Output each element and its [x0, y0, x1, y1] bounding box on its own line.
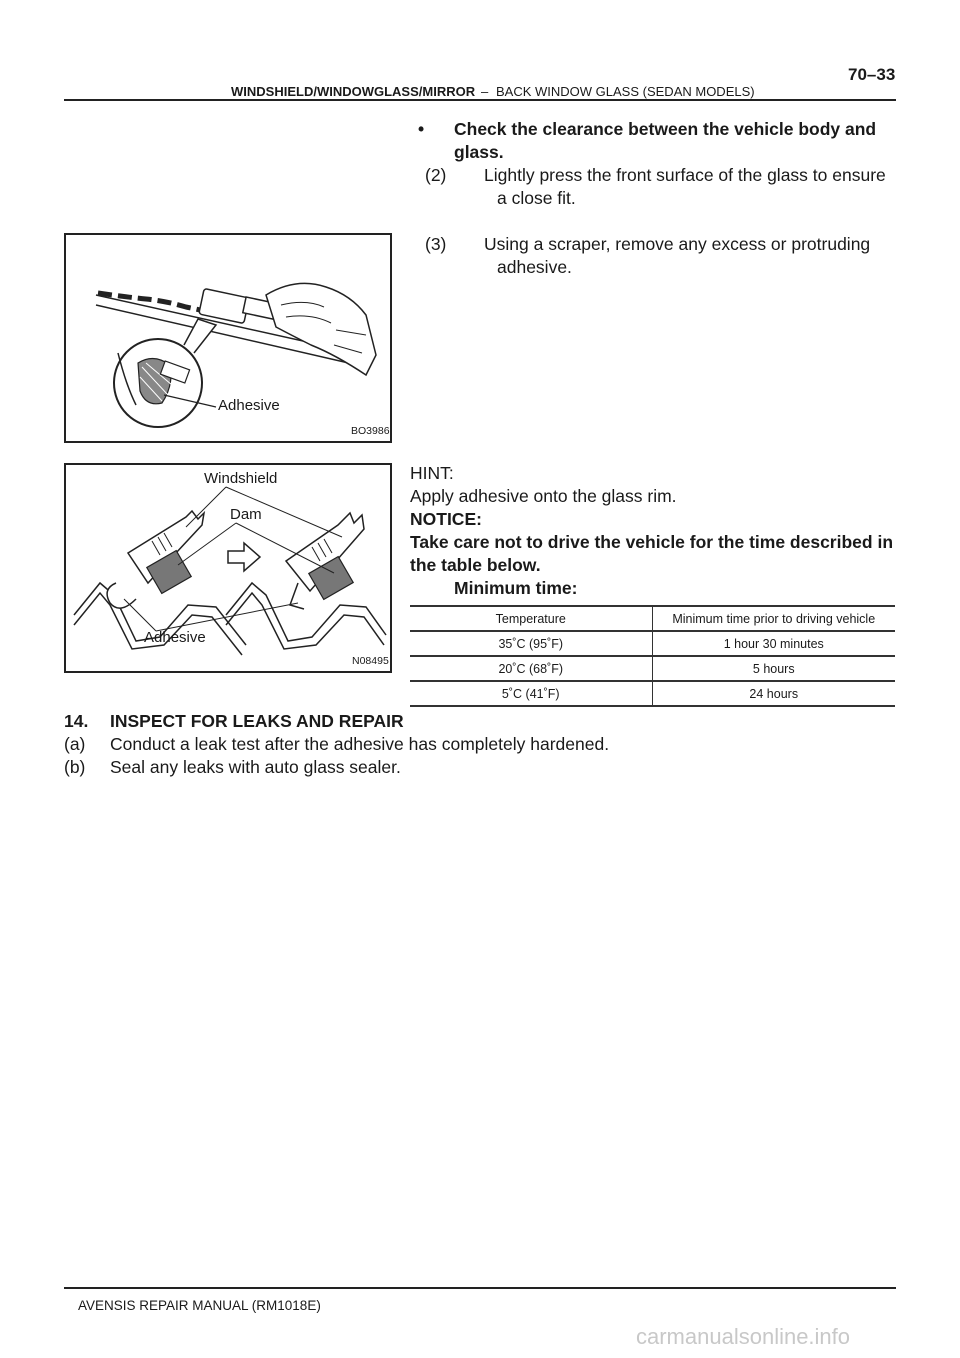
- hint-text: Apply adhesive onto the glass rim.: [410, 486, 677, 506]
- table-cell-time: 5 hours: [652, 656, 895, 681]
- watermark: carmanualsonline.info: [636, 1324, 851, 1349]
- table-row: [410, 631, 895, 656]
- bullet: •: [418, 119, 425, 139]
- figure2-label-windshield: Windshield: [204, 470, 278, 487]
- section-title: WINDSHIELD/WINDOWGLASS/MIRROR: [231, 84, 476, 99]
- minimum-time-table: [410, 605, 895, 707]
- figure-windshield-dam: [64, 463, 392, 673]
- table-title: Minimum time:: [454, 578, 578, 598]
- hint-heading: HINT:: [410, 463, 454, 483]
- notice-line1: Take care not to drive the vehicle for the time described in: [410, 532, 894, 552]
- step-14-title: INSPECT FOR LEAKS AND REPAIR: [110, 711, 404, 731]
- table-cell-time: 24 hours: [652, 681, 895, 706]
- table-header-temperature: Temperature: [410, 606, 652, 631]
- step-2-line2: a close fit.: [497, 188, 576, 208]
- table-cell-temperature: 20˚C (68˚F): [410, 656, 652, 681]
- figure-scraper: [64, 233, 392, 443]
- figure1-code: BO3986: [351, 425, 390, 437]
- subsection-title: BACK WINDOW GLASS (SEDAN MODELS): [496, 84, 755, 99]
- figure2-code: N08495: [352, 655, 389, 667]
- step-14a-number: (a): [64, 734, 86, 754]
- footer-manual: AVENSIS REPAIR MANUAL (RM1018E): [78, 1298, 321, 1313]
- page-number: 70–33: [848, 65, 896, 84]
- table-cell-temperature: 35˚C (95˚F): [410, 631, 652, 656]
- check-clearance-line2: glass.: [454, 142, 504, 162]
- step-3-line1: Using a scraper, remove any excess or protruding: [484, 234, 871, 254]
- notice-heading: NOTICE:: [410, 509, 482, 529]
- step-2-number: (2): [425, 165, 447, 185]
- dam-illustration: [66, 465, 390, 671]
- notice-line2: the table below.: [410, 555, 541, 575]
- step-14-number: 14.: [64, 711, 89, 731]
- check-clearance-line1: Check the clearance between the vehicle body and: [454, 119, 877, 139]
- table-cell-temperature: 5˚C (41˚F): [410, 681, 652, 706]
- figure1-label-adhesive: Adhesive: [218, 397, 280, 414]
- table-row: [410, 656, 895, 681]
- figure2-label-dam: Dam: [230, 506, 262, 523]
- step-3-line2: adhesive.: [497, 257, 572, 277]
- header-rule: [64, 99, 896, 101]
- step-14b-text: Seal any leaks with auto glass sealer.: [110, 757, 401, 777]
- figure2-label-adhesive: Adhesive: [144, 629, 206, 646]
- table-row: [410, 681, 895, 706]
- table-header-row: [410, 606, 895, 631]
- step-3-number: (3): [425, 234, 447, 254]
- step-14b-number: (b): [64, 757, 86, 777]
- table-header-min-time: Minimum time prior to driving vehicle: [652, 606, 895, 631]
- step-2-line1: Lightly press the front surface of the glass to ensure: [484, 165, 886, 185]
- step-14a-text: Conduct a leak test after the adhesive has completely hardened.: [110, 734, 610, 754]
- table-cell-time: 1 hour 30 minutes: [652, 631, 895, 656]
- header-dash: –: [481, 84, 489, 99]
- footer-rule: [64, 1287, 896, 1289]
